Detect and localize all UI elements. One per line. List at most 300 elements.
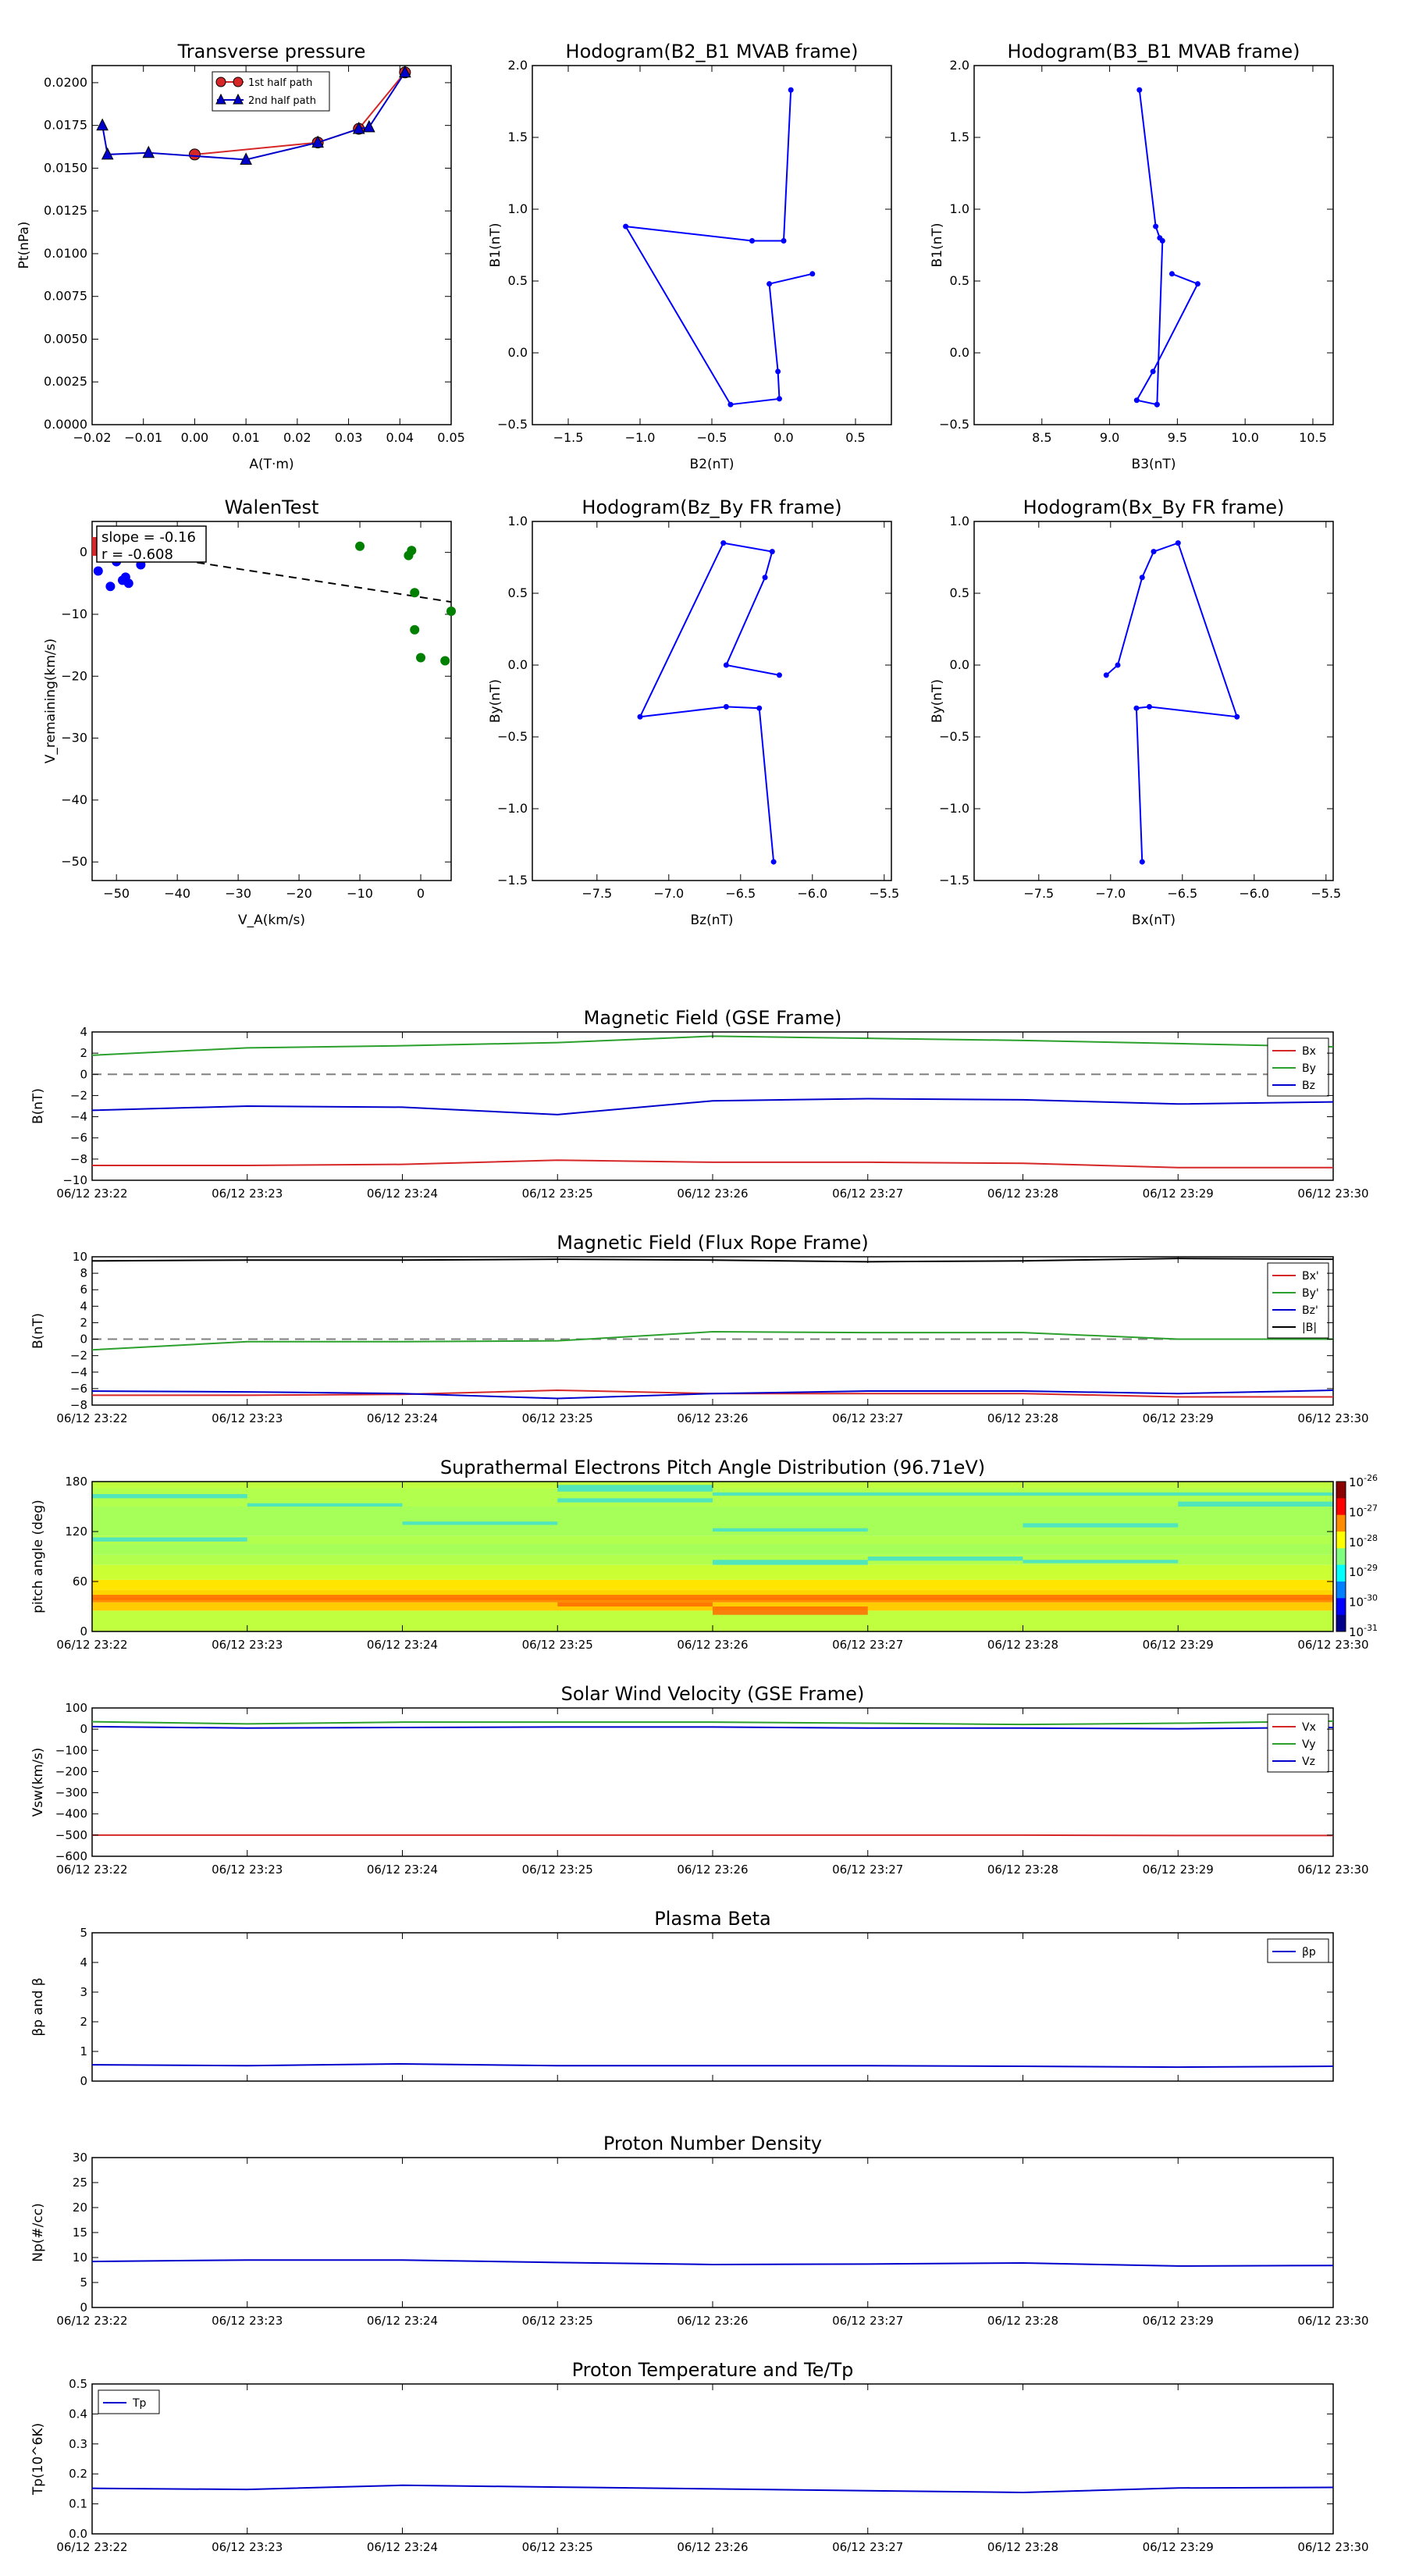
x-tick-label: 06/12 23:28 [987, 1187, 1059, 1201]
timeseries-panel-4 [30, 1683, 1369, 1877]
chart-panel-6 [930, 496, 1341, 928]
x-axis-label: Bz(nT) [690, 913, 734, 928]
y-tick-label: −0.5 [939, 417, 969, 432]
x-tick-label: −7.0 [1095, 886, 1126, 901]
y-tick-label: −8 [69, 1398, 87, 1412]
y-tick-label: −10 [62, 1173, 87, 1187]
x-tick-label: 06/12 23:30 [1297, 1863, 1369, 1877]
x-tick-label: −0.01 [124, 430, 163, 445]
x-tick-label: −0.5 [696, 430, 727, 445]
x-tick-label: 06/12 23:25 [521, 1411, 593, 1425]
y-tick-label: 4 [80, 1955, 87, 1969]
y-tick-label: −300 [55, 1785, 87, 1800]
colorbar-tick-exponent: -27 [1364, 1503, 1378, 1514]
data-point [1160, 238, 1165, 244]
y-tick-label: 0.5 [949, 585, 969, 600]
heatmap-streak [557, 1603, 713, 1606]
y-tick-label: 0.5 [69, 2377, 87, 2391]
x-tick-label: −10 [347, 886, 373, 901]
y-tick-label: 0.0050 [44, 331, 87, 347]
data-point [1140, 859, 1145, 865]
y-tick-label: 0.0 [949, 345, 969, 360]
x-tick-label: 06/12 23:29 [1142, 1187, 1214, 1201]
chart-panel-1 [16, 41, 465, 472]
y-tick-label: 5 [80, 1926, 87, 1940]
data-point [727, 402, 733, 407]
heatmap-streak [713, 1560, 868, 1564]
data-point [410, 588, 419, 597]
chart-title: Hodogram(Bx_By FR frame) [1023, 496, 1285, 518]
y-tick-label: 10 [72, 1250, 87, 1264]
y-tick-label: 0 [79, 544, 87, 560]
legend [98, 2390, 159, 2414]
data-point [105, 582, 115, 591]
y-tick-label: −200 [55, 1764, 87, 1779]
x-tick-label: 06/12 23:22 [56, 2314, 128, 2328]
x-tick-label: −7.5 [582, 886, 613, 901]
chart-title: Solar Wind Velocity (GSE Frame) [560, 1683, 865, 1705]
legend [1268, 1714, 1329, 1772]
data-point [94, 566, 103, 575]
heatmap-streak [713, 1528, 868, 1532]
chart-title: Proton Temperature and Te/Tp [571, 2359, 854, 2381]
heatmap-band [92, 1565, 1333, 1580]
y-axis-label: By(nT) [488, 678, 503, 724]
y-tick-label: 1.5 [949, 130, 969, 144]
x-tick-label: 06/12 23:26 [677, 2314, 749, 2328]
x-tick-label: 06/12 23:23 [212, 2540, 283, 2554]
x-tick-label: 0.01 [232, 430, 260, 445]
y-axis-label: V_remaining(km/s) [43, 638, 59, 764]
y-axis-label: Tp(10^6K) [30, 2422, 46, 2496]
y-tick-label: 0 [80, 1722, 87, 1737]
y-tick-label: −20 [61, 668, 87, 684]
x-tick-label: 0.00 [180, 430, 209, 445]
data-point [767, 281, 772, 286]
chart-title: Hodogram(Bz_By FR frame) [582, 496, 842, 518]
y-tick-label: 1.0 [949, 201, 969, 216]
legend-label: By [1302, 1062, 1316, 1075]
timeseries-panel-5 [30, 1908, 1333, 2088]
data-point [638, 714, 643, 720]
x-tick-label: 10.5 [1299, 430, 1327, 445]
legend-label: Tp [133, 2397, 147, 2410]
y-tick-label: 0.0 [507, 657, 528, 672]
data-point [1153, 224, 1158, 229]
x-tick-label: 06/12 23:28 [987, 1863, 1059, 1877]
y-axis-label: B1(nT) [930, 222, 945, 268]
chart-panel-5 [488, 496, 899, 928]
y-tick-label: 0 [80, 1624, 87, 1638]
colorbar-tick-exponent: -26 [1364, 1473, 1378, 1483]
x-tick-label: 06/12 23:25 [521, 1638, 593, 1652]
y-tick-label: −1.5 [497, 873, 528, 888]
data-point [1147, 704, 1152, 710]
y-tick-label: 60 [72, 1574, 87, 1589]
y-tick-label: 0.1 [69, 2496, 87, 2511]
timeseries-panel-2 [30, 1232, 1369, 1425]
x-tick-label: 9.0 [1099, 430, 1120, 445]
y-tick-label: 8 [80, 1266, 87, 1281]
y-axis-label: Vsw(km/s) [30, 1747, 46, 1817]
x-tick-label: 06/12 23:29 [1142, 1411, 1214, 1425]
data-point [1176, 540, 1181, 546]
x-tick-label: 06/12 23:26 [677, 1863, 749, 1877]
data-point [1151, 549, 1157, 554]
chart-title: WalenTest [224, 496, 319, 518]
x-tick-label: 06/12 23:25 [521, 2314, 593, 2328]
chart-title: Plasma Beta [654, 1908, 771, 1930]
data-point [775, 368, 781, 374]
y-tick-label: 20 [72, 2201, 87, 2215]
x-tick-label: −6.5 [725, 886, 756, 901]
colorbar-segment [1336, 1515, 1346, 1532]
heatmap-streak [1178, 1502, 1333, 1507]
heatmap-streak [557, 1485, 713, 1492]
x-tick-label: 06/12 23:23 [212, 2314, 283, 2328]
legend-label: Bx' [1302, 1270, 1319, 1283]
y-tick-label: 0.3 [69, 2436, 87, 2451]
series-line [92, 1036, 1333, 1055]
legend [1268, 1939, 1329, 1962]
legend-label: Vy [1302, 1738, 1316, 1751]
heatmap-streak [713, 1606, 868, 1615]
x-tick-label: 0.04 [386, 430, 414, 445]
timeseries-panel-1 [30, 1007, 1369, 1201]
annotation-box [97, 526, 206, 563]
x-tick-label: 06/12 23:24 [366, 2314, 439, 2328]
x-tick-label: 06/12 23:24 [366, 1411, 439, 1425]
y-tick-label: −4 [69, 1364, 87, 1379]
data-point [143, 147, 154, 158]
heatmap-band [92, 1580, 1333, 1590]
x-tick-label: 06/12 23:29 [1142, 2314, 1214, 2328]
x-tick-label: 06/12 23:22 [56, 2540, 128, 2554]
x-tick-label: 06/12 23:27 [832, 1411, 904, 1425]
y-tick-label: 1.5 [507, 130, 528, 144]
data-point [763, 575, 768, 580]
series-line [92, 1160, 1333, 1168]
x-axis-label: B3(nT) [1131, 457, 1176, 472]
y-tick-label: −6 [69, 1381, 87, 1396]
series-line [1106, 543, 1236, 862]
x-tick-label: 0.0 [774, 430, 794, 445]
y-tick-label: 0.0 [949, 657, 969, 672]
colorbar-tick-label [1349, 1473, 1378, 1489]
y-tick-label: 0 [80, 2074, 87, 2088]
annotation-r: r = -0.608 [101, 546, 173, 563]
x-tick-label: 06/12 23:27 [832, 2314, 904, 2328]
x-tick-label: 06/12 23:28 [987, 1638, 1059, 1652]
y-tick-label: 0.0150 [44, 160, 87, 176]
chart-title: Magnetic Field (GSE Frame) [583, 1007, 842, 1029]
x-tick-label: −1.0 [624, 430, 656, 445]
y-axis-label: B(nT) [30, 1312, 46, 1350]
legend-label: Vz [1302, 1756, 1315, 1768]
data-point [724, 704, 729, 710]
x-tick-label: 06/12 23:23 [212, 1187, 283, 1201]
x-tick-label: 06/12 23:25 [521, 1863, 593, 1877]
data-point [1151, 368, 1156, 374]
chart-title: Proton Number Density [603, 2133, 823, 2154]
data-point [1104, 672, 1109, 678]
x-tick-label: 06/12 23:26 [677, 1638, 749, 1652]
x-tick-label: −6.0 [1239, 886, 1270, 901]
x-tick-label: 06/12 23:23 [212, 1411, 283, 1425]
y-tick-label: 15 [72, 2226, 87, 2240]
y-tick-label: 4 [80, 1025, 87, 1039]
colorbar-segment [1336, 1498, 1346, 1515]
x-tick-label: 06/12 23:27 [832, 1863, 904, 1877]
data-point [189, 149, 200, 160]
chart-title: Hodogram(B2_B1 MVAB frame) [565, 41, 859, 62]
y-tick-label: −2 [69, 1348, 87, 1363]
series-line [92, 1727, 1333, 1729]
y-tick-label: −1.5 [939, 873, 969, 888]
data-point [788, 87, 794, 93]
x-tick-label: −50 [103, 886, 130, 901]
x-tick-label: 0 [416, 886, 425, 901]
series-line [92, 2485, 1333, 2492]
x-tick-label: 06/12 23:28 [987, 1411, 1059, 1425]
x-tick-label: 06/12 23:29 [1142, 1863, 1214, 1877]
chart-panel-3 [930, 41, 1333, 472]
heatmap-streak [557, 1498, 713, 1502]
y-tick-label: 0.0100 [44, 245, 87, 261]
series-line [92, 1099, 1333, 1115]
x-tick-label: 06/12 23:27 [832, 2540, 904, 2554]
data-point [1115, 663, 1121, 668]
colorbar-tick-label [1349, 1533, 1378, 1550]
y-tick-label: 0.5 [507, 273, 528, 288]
legend-label: 2nd half path [248, 95, 316, 107]
x-tick-label: 06/12 23:26 [677, 2540, 749, 2554]
y-tick-label: 0.5 [507, 585, 528, 600]
plot-frame [92, 521, 451, 881]
x-tick-label: 06/12 23:23 [212, 1863, 283, 1877]
heatmap-band [92, 1535, 1333, 1544]
x-tick-label: 06/12 23:24 [366, 1638, 439, 1652]
y-tick-label: 0.4 [69, 2407, 87, 2421]
x-tick-label: 06/12 23:25 [521, 2540, 593, 2554]
series-line [92, 1835, 1333, 1836]
y-tick-label: 2.0 [949, 58, 969, 73]
y-axis-label: Pt(nPa) [16, 221, 32, 269]
plot-frame [532, 66, 891, 425]
heatmap-streak [92, 1537, 247, 1541]
y-tick-label: 30 [72, 2151, 87, 2165]
x-tick-label: 8.5 [1032, 430, 1052, 445]
data-point [724, 663, 729, 668]
plot-frame [92, 1708, 1333, 1856]
x-tick-label: −6.5 [1167, 886, 1198, 901]
colorbar-tick-base: 10 [1349, 1595, 1364, 1610]
x-tick-label: 0.02 [283, 430, 311, 445]
series-line [92, 2064, 1333, 2067]
series-line [92, 1721, 1333, 1724]
x-tick-label: 06/12 23:27 [832, 1187, 904, 1201]
series-line [92, 1332, 1333, 1350]
legend-label: Bx [1302, 1045, 1316, 1058]
y-tick-label: 1.0 [507, 201, 528, 216]
y-tick-label: 0.0200 [44, 74, 87, 90]
x-tick-label: 06/12 23:30 [1297, 1411, 1369, 1425]
data-point [1140, 575, 1145, 580]
y-tick-label: 25 [72, 2176, 87, 2190]
legend-label: Vx [1302, 1721, 1316, 1734]
colorbar-segment [1336, 1598, 1346, 1615]
y-tick-label: −10 [61, 606, 87, 621]
legend-label: |B| [1302, 1322, 1318, 1334]
x-tick-label: −5.5 [869, 886, 900, 901]
heatmap-streak [1023, 1523, 1179, 1527]
x-tick-label: 06/12 23:22 [56, 1411, 128, 1425]
plot-frame [92, 66, 451, 425]
x-tick-label: 06/12 23:30 [1297, 2540, 1369, 2554]
colorbar-segment [1336, 1482, 1346, 1499]
y-tick-label: 0 [80, 1332, 87, 1347]
colorbar-segment [1336, 1582, 1346, 1599]
x-tick-label: 06/12 23:30 [1297, 1638, 1369, 1652]
y-tick-label: 5 [80, 2275, 87, 2290]
heatmap-streak [92, 1494, 247, 1498]
heatmap-streak [1023, 1560, 1179, 1563]
x-tick-label: −1.5 [553, 430, 584, 445]
colorbar-tick-base: 10 [1349, 1625, 1364, 1639]
y-tick-label: 0.0000 [44, 417, 87, 432]
legend [1268, 1038, 1329, 1096]
y-tick-label: 0 [80, 1067, 87, 1082]
y-tick-label: 0.5 [949, 273, 969, 288]
y-tick-label: 100 [65, 1701, 87, 1715]
chart-title: Suprathermal Electrons Pitch Angle Distribution (96.71eV) [439, 1457, 986, 1478]
y-tick-label: 120 [65, 1525, 87, 1539]
x-tick-label: 06/12 23:24 [366, 1187, 439, 1201]
y-tick-label: 2 [80, 2015, 87, 2029]
x-tick-label: 9.5 [1167, 430, 1188, 445]
x-tick-label: 06/12 23:23 [212, 1638, 283, 1652]
y-axis-label: βp and β [30, 1977, 46, 2037]
y-tick-label: −1.0 [939, 801, 969, 816]
colorbar-tick-base: 10 [1349, 1505, 1364, 1520]
y-tick-label: −400 [55, 1806, 87, 1821]
data-point [756, 706, 762, 711]
chart-title: Transverse pressure [177, 41, 366, 62]
y-tick-label: 1 [80, 2044, 87, 2058]
x-tick-label: −20 [286, 886, 312, 901]
data-point [770, 549, 775, 554]
legend-marker [216, 77, 226, 87]
y-axis-label: B1(nT) [488, 222, 503, 268]
colorbar-tick-label [1349, 1503, 1378, 1519]
legend-label: βp [1302, 1946, 1316, 1959]
data-point [440, 656, 450, 665]
y-tick-label: −4 [69, 1109, 87, 1124]
y-tick-label: 0.0075 [44, 288, 87, 304]
x-axis-label: B2(nT) [689, 457, 735, 472]
colorbar [1336, 1473, 1378, 1639]
y-tick-label: −2 [69, 1088, 87, 1103]
plot-frame [92, 1257, 1333, 1405]
y-tick-label: 1.0 [507, 514, 528, 528]
x-tick-label: 06/12 23:28 [987, 2314, 1059, 2328]
y-tick-label: 10 [72, 2250, 87, 2265]
y-tick-label: −30 [61, 730, 87, 745]
y-tick-label: −50 [61, 854, 87, 870]
data-point [720, 540, 726, 546]
y-tick-label: −500 [55, 1827, 87, 1842]
colorbar-tick-exponent: -28 [1364, 1532, 1378, 1543]
y-tick-label: 2.0 [507, 58, 528, 73]
colorbar-segment [1336, 1565, 1346, 1582]
legend-marker [233, 77, 243, 87]
y-tick-label: 4 [80, 1299, 87, 1314]
legend-label: 1st half path [248, 77, 313, 89]
x-tick-label: 0.05 [437, 430, 465, 445]
x-tick-label: 06/12 23:22 [56, 1863, 128, 1877]
y-tick-label: 0.0175 [44, 117, 87, 133]
plot-frame [92, 1933, 1333, 2081]
data-point [1134, 397, 1140, 403]
heatmap-streak [868, 1557, 1023, 1560]
x-tick-label: 06/12 23:24 [366, 1863, 439, 1877]
plot-frame [532, 521, 891, 881]
data-point [407, 546, 416, 555]
x-tick-label: −5.5 [1311, 886, 1342, 901]
data-point [97, 119, 108, 130]
data-point [777, 396, 782, 401]
annotation-slope: slope = -0.16 [101, 529, 196, 546]
y-tick-label: −40 [61, 792, 87, 807]
x-tick-label: 06/12 23:29 [1142, 2540, 1214, 2554]
colorbar-tick-label [1349, 1593, 1378, 1610]
legend-label: Bz [1302, 1080, 1315, 1092]
x-tick-label: 0.5 [845, 430, 866, 445]
x-tick-label: 0.03 [334, 430, 363, 445]
x-tick-label: −0.02 [73, 430, 112, 445]
data-point [1133, 706, 1139, 711]
chart-title: Hodogram(B3_B1 MVAB frame) [1007, 41, 1300, 62]
data-point [771, 859, 777, 865]
y-tick-label: 0.0125 [44, 203, 87, 219]
x-tick-label: 10.0 [1231, 430, 1259, 445]
timeseries-panel-7 [30, 2359, 1369, 2554]
plot-frame [974, 521, 1333, 881]
x-tick-label: 06/12 23:22 [56, 1638, 128, 1652]
y-tick-label: 0.2 [69, 2467, 87, 2482]
y-tick-label: 180 [65, 1475, 87, 1489]
data-point [749, 238, 755, 244]
series-line [92, 2260, 1333, 2266]
colorbar-tick-base: 10 [1349, 1475, 1364, 1489]
colorbar-tick-exponent: -31 [1364, 1623, 1378, 1633]
data-point [1136, 87, 1142, 93]
x-tick-label: 06/12 23:25 [521, 1187, 593, 1201]
colorbar-segment [1336, 1548, 1346, 1565]
x-tick-label: 06/12 23:22 [56, 1187, 128, 1201]
x-tick-label: −30 [225, 886, 252, 901]
y-tick-label: 3 [80, 1985, 87, 1999]
legend-label: Bz' [1302, 1304, 1318, 1317]
series-line [1136, 90, 1197, 404]
data-point [124, 578, 133, 588]
legend [212, 72, 329, 111]
colorbar-segment [1336, 1532, 1346, 1549]
x-tick-label: 06/12 23:29 [1142, 1638, 1214, 1652]
y-tick-label: 1.0 [949, 514, 969, 528]
data-point [809, 271, 815, 276]
y-tick-label: −6 [69, 1130, 87, 1145]
